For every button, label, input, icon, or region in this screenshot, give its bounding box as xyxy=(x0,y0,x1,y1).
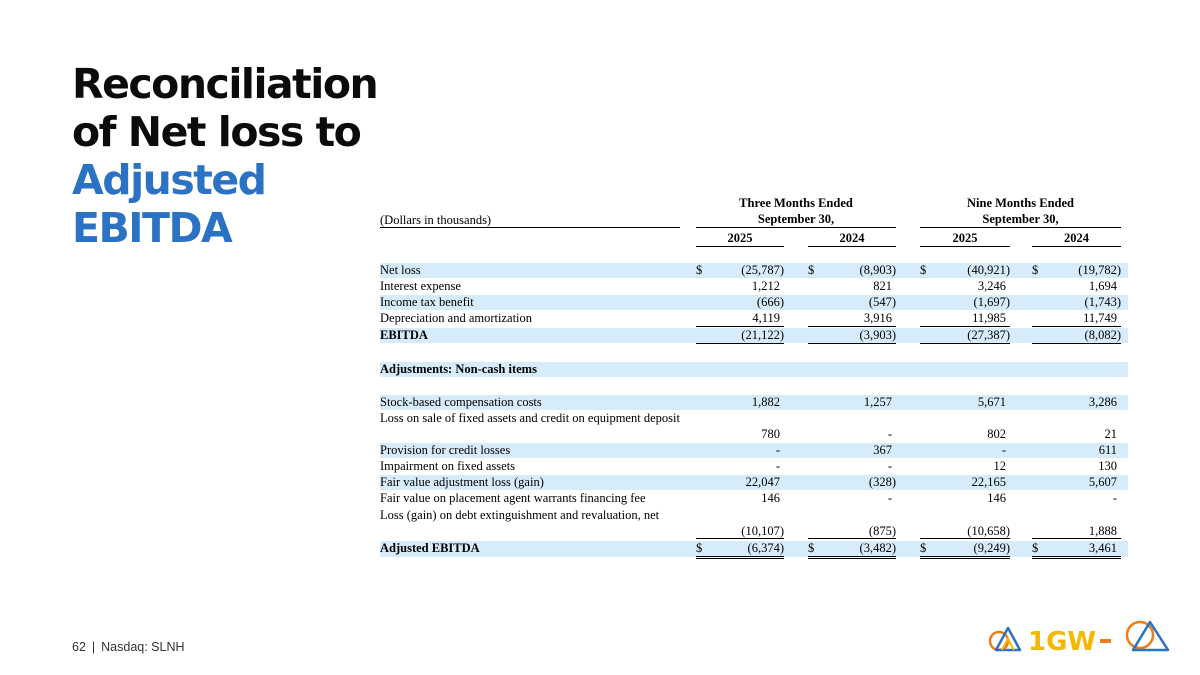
title-line-2: of Net loss to xyxy=(72,108,361,156)
value-cell xyxy=(1032,295,1121,310)
section-heading: Adjustments: Non-cash items xyxy=(380,362,537,376)
value-cell xyxy=(1032,459,1121,474)
value-cell xyxy=(808,328,896,344)
value: 367 xyxy=(873,443,892,457)
value: (328) xyxy=(868,475,896,489)
value-cell xyxy=(808,279,896,294)
value: (27,387) xyxy=(967,328,1010,342)
table-row-depreciation xyxy=(380,311,1128,326)
column-group-nine-months xyxy=(920,195,1121,227)
logo-dash xyxy=(1100,639,1111,643)
value-cell xyxy=(808,443,896,458)
value: 21 xyxy=(1104,427,1117,441)
value-cell xyxy=(808,426,896,441)
value: 1,888 xyxy=(1088,524,1117,538)
group-header-line: September 30, xyxy=(982,212,1059,226)
row-label: Loss on sale of fixed assets and credit on equipment deposit xyxy=(380,411,680,425)
row-label: Provision for credit losses xyxy=(380,443,511,457)
value-cell xyxy=(808,475,896,490)
value: 146 xyxy=(987,491,1006,505)
currency-sign: $ xyxy=(1032,263,1039,277)
value: (10,107) xyxy=(741,524,784,538)
table-row-debt-extinguishment xyxy=(380,507,1128,539)
table-row-adjusted-ebitda xyxy=(380,541,1128,557)
value-cell xyxy=(696,279,784,294)
group-header-line: Three Months Ended xyxy=(739,196,853,210)
group-header-line: September 30, xyxy=(757,212,835,226)
row-label: Depreciation and amortization xyxy=(380,311,533,325)
value-cell xyxy=(808,263,896,278)
value: 130 xyxy=(1098,459,1117,473)
row-label: Impairment on fixed assets xyxy=(380,459,516,473)
page-number: 62 xyxy=(72,640,86,654)
value-cell xyxy=(920,263,1010,278)
table-row-interest-expense xyxy=(380,279,1128,294)
value: - xyxy=(887,459,892,473)
value-cell xyxy=(1032,491,1121,506)
value-cell xyxy=(696,263,784,278)
value: 802 xyxy=(987,427,1006,441)
value: 1,257 xyxy=(863,395,892,409)
value-cell xyxy=(696,328,784,344)
value: 5,607 xyxy=(1088,475,1117,489)
value: - xyxy=(1112,491,1117,505)
page-title xyxy=(72,60,377,252)
value-cell xyxy=(696,426,784,441)
triangle-logo-icon-large xyxy=(1127,622,1168,650)
value-cell xyxy=(920,475,1010,490)
table-row-ebitda xyxy=(380,328,1128,343)
currency-sign: $ xyxy=(696,263,703,277)
currency-sign: $ xyxy=(696,541,703,555)
units-label: (Dollars in thousands) xyxy=(380,213,492,227)
value: (666) xyxy=(756,295,784,309)
value: (3,903) xyxy=(859,328,896,342)
value-cell xyxy=(808,491,896,506)
year-header: 2024 xyxy=(1032,231,1121,247)
value-cell xyxy=(920,541,1010,559)
row-label: Net loss xyxy=(380,263,421,277)
title-line-1: Reconciliation xyxy=(72,60,378,108)
triangle-logo-icon xyxy=(990,628,1020,650)
value: (10,658) xyxy=(967,524,1010,538)
currency-sign: $ xyxy=(920,263,927,277)
value: (19,782) xyxy=(1078,263,1121,277)
value-cell xyxy=(1032,328,1121,344)
value-cell xyxy=(1032,541,1121,559)
value: 3,461 xyxy=(1088,541,1117,555)
table-row-placement-warrants xyxy=(380,491,1128,506)
value: 5,671 xyxy=(977,395,1006,409)
value: (1,697) xyxy=(973,295,1010,309)
value-cell xyxy=(1032,443,1121,458)
currency-sign: $ xyxy=(1032,541,1039,555)
table-row-provision-credit-losses xyxy=(380,443,1128,458)
value-cell xyxy=(920,279,1010,294)
value-cell xyxy=(1032,426,1121,441)
row-label: Loss (gain) on debt extinguishment and revaluation, net xyxy=(380,508,660,522)
value: 4,119 xyxy=(752,311,780,325)
value: 3,246 xyxy=(977,279,1006,293)
value: 611 xyxy=(1098,443,1117,457)
value: (547) xyxy=(868,295,896,309)
row-label: Fair value adjustment loss (gain) xyxy=(380,475,544,489)
value: (875) xyxy=(868,524,896,538)
table-row-income-tax-benefit xyxy=(380,295,1128,310)
value-cell xyxy=(920,295,1010,310)
value: 1,212 xyxy=(751,279,780,293)
value-cell xyxy=(920,491,1010,506)
value-cell xyxy=(920,311,1010,327)
year-header: 2025 xyxy=(696,231,784,247)
value-cell xyxy=(920,523,1010,539)
year-header: 2025 xyxy=(920,231,1010,247)
table-row-net-loss xyxy=(380,263,1128,278)
value-cell xyxy=(1032,279,1121,294)
header-rule xyxy=(696,227,896,228)
year-header: 2024 xyxy=(808,231,896,247)
value-cell xyxy=(1032,475,1121,490)
value-cell xyxy=(696,395,784,410)
value-cell xyxy=(920,395,1010,410)
value-cell xyxy=(808,541,896,559)
table-row-loss-on-sale xyxy=(380,410,1128,442)
value-cell xyxy=(920,459,1010,474)
value-cell xyxy=(920,426,1010,441)
value-cell xyxy=(696,443,784,458)
value: 146 xyxy=(761,491,780,505)
column-group-three-months xyxy=(696,195,896,227)
table-row-stock-comp xyxy=(380,395,1128,410)
table-row-fair-value-adjustment xyxy=(380,475,1128,490)
value: (9,249) xyxy=(973,541,1010,555)
value: - xyxy=(887,427,892,441)
group-header-line: Nine Months Ended xyxy=(967,196,1074,210)
value: 22,047 xyxy=(745,475,780,489)
footer xyxy=(72,640,185,654)
value: (1,743) xyxy=(1084,295,1121,309)
currency-sign: $ xyxy=(808,263,815,277)
value-cell xyxy=(696,475,784,490)
header-rule xyxy=(920,227,1121,228)
value-cell xyxy=(696,541,784,559)
header-rule xyxy=(380,227,680,228)
value-cell xyxy=(1032,263,1121,278)
value-cell xyxy=(808,295,896,310)
logo-text: 1GW xyxy=(1028,627,1097,657)
row-label: Fair value on placement agent warrants financing fee xyxy=(380,491,646,505)
table-row-impairment xyxy=(380,459,1128,474)
value-cell xyxy=(808,311,896,327)
value-cell xyxy=(696,523,784,539)
row-label: Adjusted EBITDA xyxy=(380,541,480,555)
value: 821 xyxy=(873,279,892,293)
value: 3,286 xyxy=(1088,395,1117,409)
value-cell xyxy=(1032,395,1121,410)
value: 3,916 xyxy=(863,311,892,325)
value: 1,694 xyxy=(1088,279,1117,293)
value-cell xyxy=(1032,311,1121,327)
value: (8,082) xyxy=(1084,328,1121,342)
value-cell xyxy=(696,491,784,506)
value: - xyxy=(775,443,780,457)
value: 11,985 xyxy=(972,311,1006,325)
value: (6,374) xyxy=(747,541,784,555)
value-cell xyxy=(696,311,784,327)
value-cell xyxy=(808,523,896,539)
value: (8,903) xyxy=(859,263,896,277)
value: - xyxy=(1001,443,1006,457)
row-label: Income tax benefit xyxy=(380,295,474,309)
currency-sign: $ xyxy=(920,541,927,555)
value-cell xyxy=(808,395,896,410)
value: 12 xyxy=(993,459,1006,473)
value: (21,122) xyxy=(741,328,784,342)
value: 780 xyxy=(761,427,780,441)
value-cell xyxy=(696,459,784,474)
value: 1,882 xyxy=(751,395,780,409)
value-cell xyxy=(808,459,896,474)
row-label: Interest expense xyxy=(380,279,461,293)
title-line-4: EBITDA xyxy=(72,204,232,252)
value-cell xyxy=(920,443,1010,458)
value-cell xyxy=(920,328,1010,344)
value: - xyxy=(887,491,892,505)
currency-sign: $ xyxy=(808,541,815,555)
value: 22,165 xyxy=(971,475,1006,489)
value-cell xyxy=(1032,523,1121,539)
company-logo xyxy=(988,618,1178,658)
row-label: Stock-based compensation costs xyxy=(380,395,542,409)
value: 11,749 xyxy=(1083,311,1117,325)
row-label: EBITDA xyxy=(380,328,428,342)
ticker-label: Nasdaq: SLNH xyxy=(101,640,185,654)
table-row-adjustments-heading xyxy=(380,362,1128,377)
value: (40,921) xyxy=(967,263,1010,277)
value: (3,482) xyxy=(859,541,896,555)
title-line-3: Adjusted xyxy=(72,156,266,204)
value: - xyxy=(775,459,780,473)
value: (25,787) xyxy=(741,263,784,277)
footer-separator: | xyxy=(91,640,96,654)
value-cell xyxy=(696,295,784,310)
